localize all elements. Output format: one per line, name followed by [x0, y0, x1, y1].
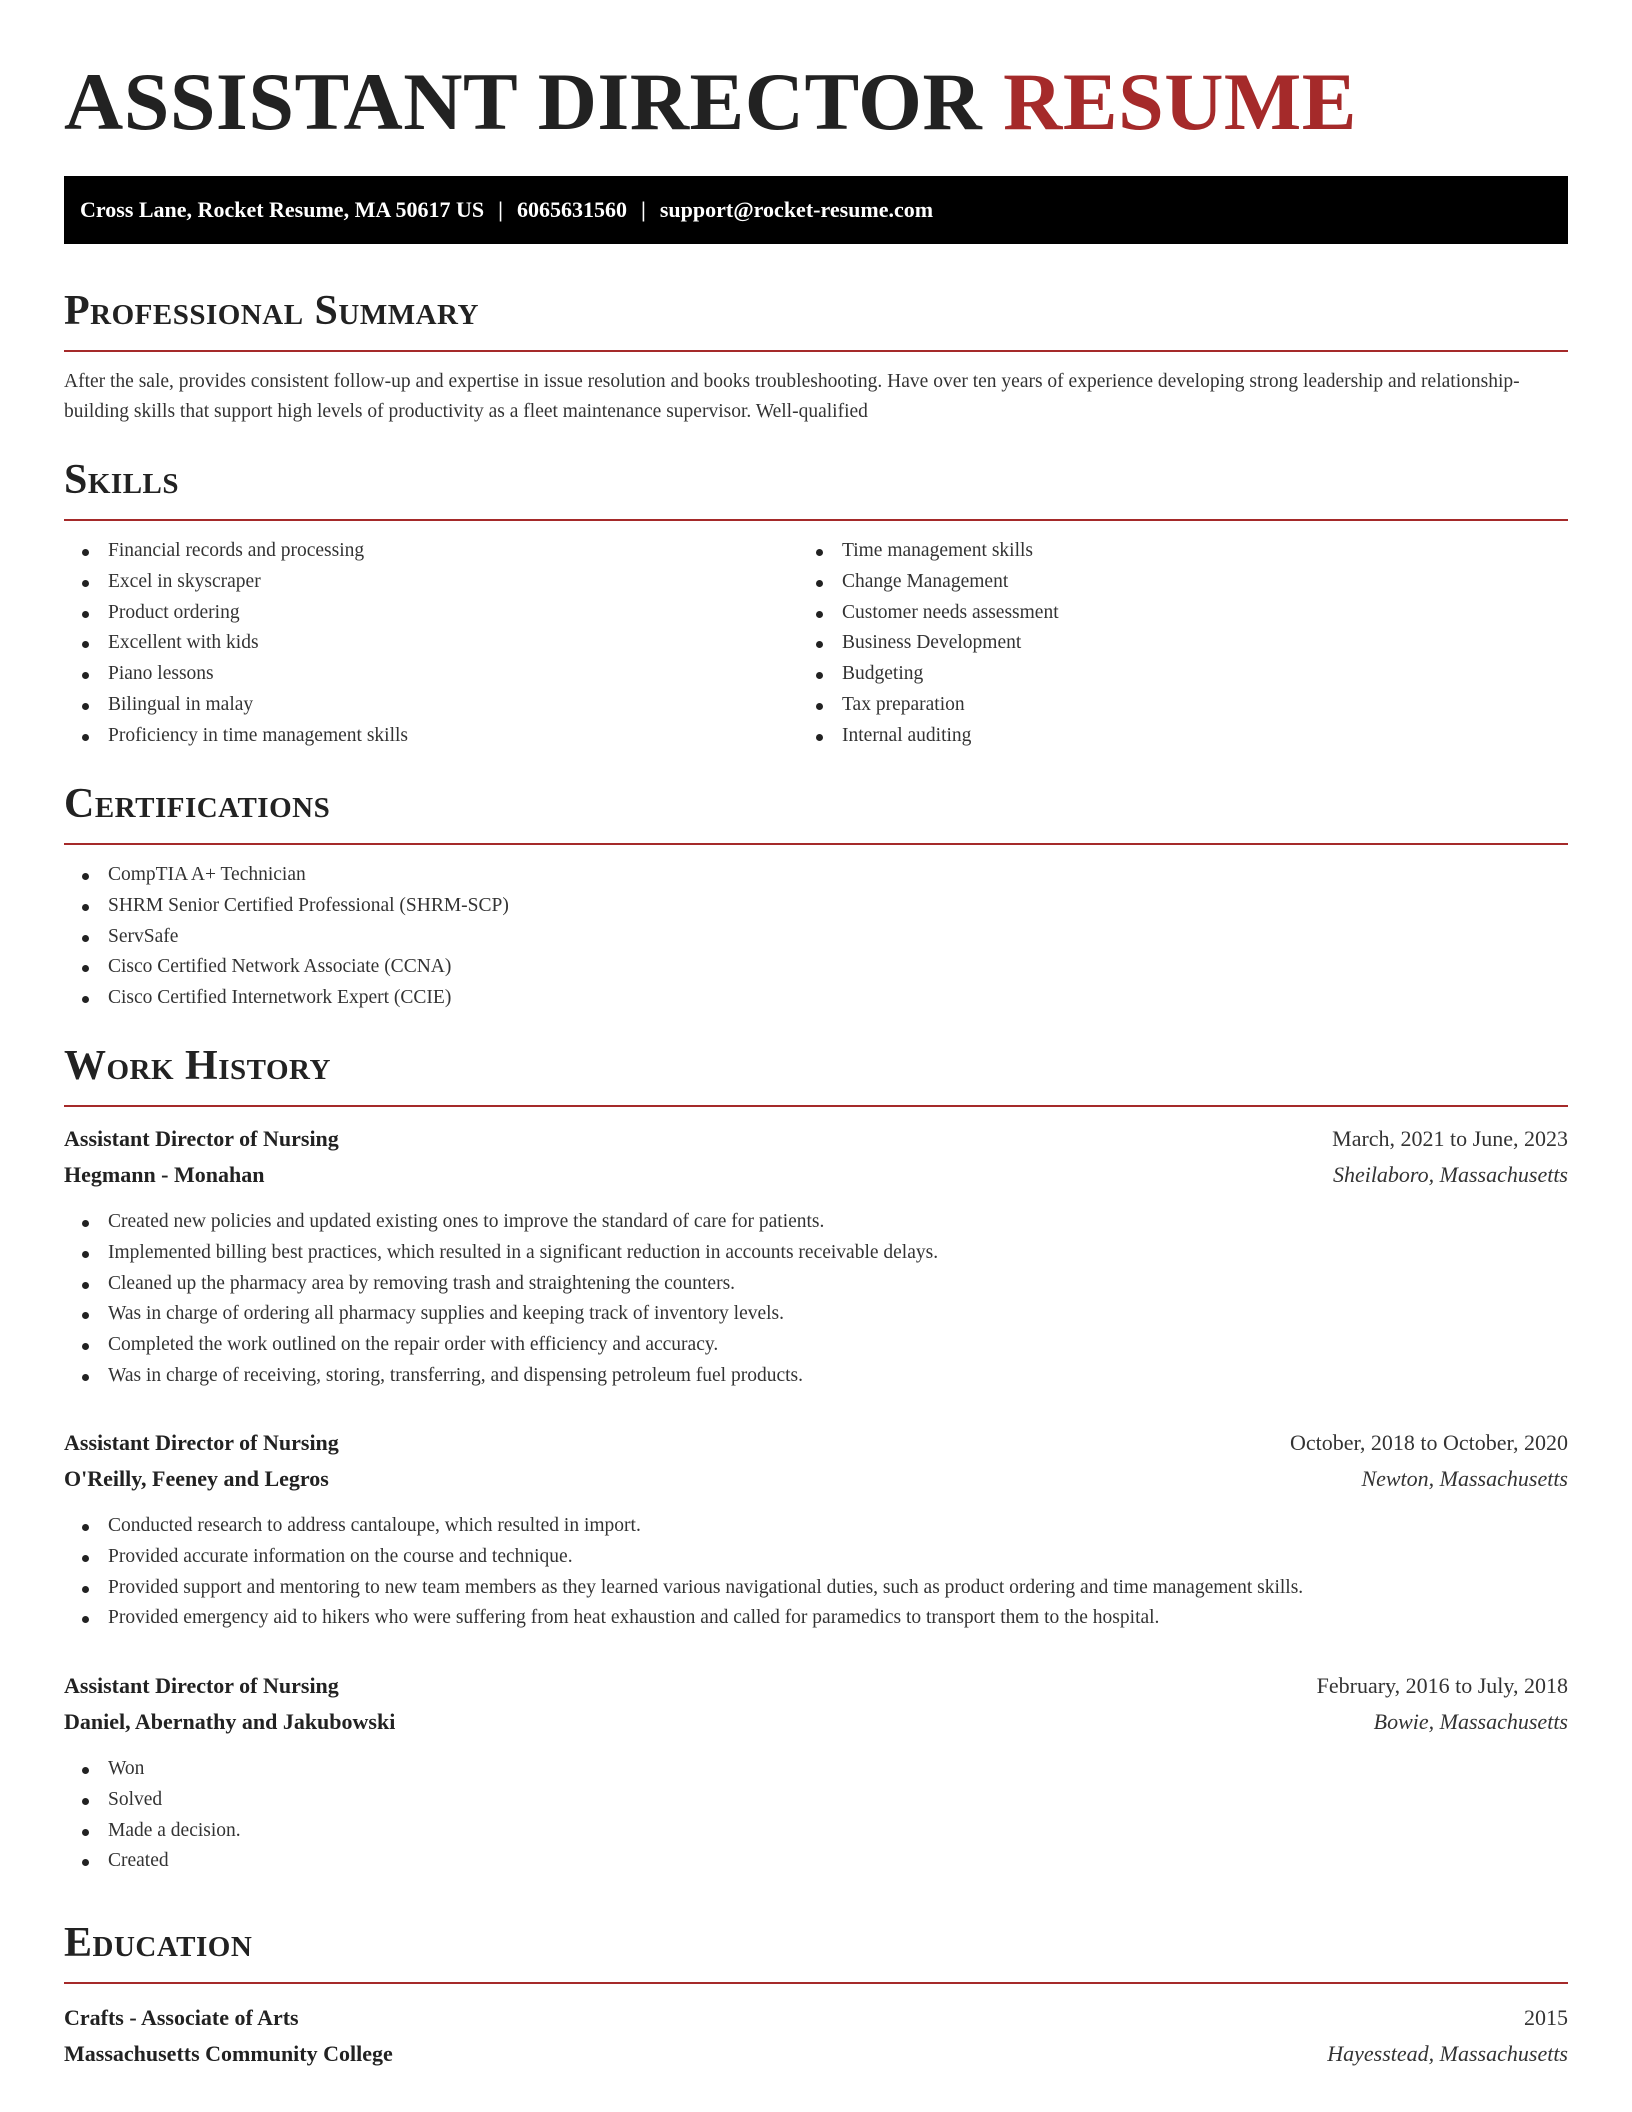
job-company: O'Reilly, Feeney and Legros: [64, 1466, 329, 1491]
list-item: Created: [64, 1846, 1568, 1877]
list-item: Was in charge of ordering all pharmacy supplies and keeping track of inventory levels.: [64, 1299, 1568, 1330]
list-item: Internal auditing: [798, 721, 1538, 752]
list-item: Proficiency in time management skills: [64, 721, 804, 752]
section-divider: [64, 1105, 1568, 1107]
job-dates: March, 2021 to June, 2023: [1332, 1126, 1568, 1151]
list-item: Provided emergency aid to hikers who were suffering from heat exhaustion and called for paramedics to transport them to the hospital.: [64, 1603, 1568, 1634]
list-item: Provided support and mentoring to new team members as they learned various navigational duties, such as product ordering and time management skills.: [64, 1573, 1568, 1604]
education-degree: Crafts - Associate of Arts: [64, 2005, 299, 2030]
contact-bar: [64, 176, 1568, 244]
contact-address: Cross Lane, Rocket Resume, MA 50617 US: [80, 197, 485, 222]
list-item: Excellent with kids: [64, 628, 804, 659]
list-item: Created new policies and updated existing ones to improve the standard of care for patients.: [64, 1207, 1568, 1238]
list-item: Cleaned up the pharmacy area by removing trash and straightening the counters.: [64, 1269, 1568, 1300]
list-item: Solved: [64, 1785, 1568, 1816]
education-year: 2015: [1524, 2005, 1568, 2030]
job-dates: October, 2018 to October, 2020: [1289, 1430, 1568, 1455]
certifications-list: [64, 860, 1568, 1014]
job-location: Bowie, Massachusetts: [1373, 1709, 1568, 1734]
title-main: ASSISTANT DIRECTOR: [64, 56, 983, 147]
contact-email[interactable]: support@rocket-resume.com: [659, 197, 934, 222]
list-item: CompTIA A+ Technician: [64, 860, 1568, 891]
list-item: SHRM Senior Certified Professional (SHRM-SCP): [64, 891, 1568, 922]
summary-text: After the sale, provides consistent follow-up and expertise in issue resolution and books troubleshooting. Have over ten years of experience developing strong leadership and relationship-building skills that support high levels of productivity as a fleet maintenance supervisor. Well-qualified: [64, 371, 1520, 422]
list-item: Was in charge of receiving, storing, transferring, and dispensing petroleum fuel products.: [64, 1361, 1568, 1392]
list-item: Customer needs assessment: [798, 598, 1538, 629]
section-divider: [64, 519, 1568, 521]
list-item: Conducted research to address cantaloupe, which resulted in import.: [64, 1511, 1568, 1542]
list-item: Bilingual in malay: [64, 690, 804, 721]
job-company: Daniel, Abernathy and Jakubowski: [64, 1709, 396, 1734]
job-location: Sheilaboro, Massachusetts: [1332, 1162, 1568, 1187]
list-item: Piano lessons: [64, 659, 804, 690]
contact-separator: |: [498, 197, 503, 222]
job-bullets: [64, 1754, 1568, 1877]
list-item: Made a decision.: [64, 1816, 1568, 1847]
resume-title: [64, 52, 1357, 152]
skills-list-left: [64, 536, 804, 752]
contact-separator: |: [641, 197, 646, 222]
section-divider: [64, 350, 1568, 352]
list-item: Provided accurate information on the course and technique.: [64, 1542, 1568, 1573]
skills-list-right: [798, 536, 1538, 752]
job-company: Hegmann - Monahan: [64, 1162, 265, 1187]
job-bullets: [64, 1207, 1568, 1392]
job-dates: February, 2016 to July, 2018: [1316, 1673, 1568, 1698]
list-item: Time management skills: [798, 536, 1538, 567]
title-accent: RESUME: [1003, 56, 1357, 147]
section-divider: [64, 1982, 1568, 1984]
list-item: Excel in skyscraper: [64, 567, 804, 598]
education-school: Massachusetts Community College: [64, 2041, 393, 2066]
list-item: Cisco Certified Internetwork Expert (CCIE): [64, 983, 1568, 1014]
list-item: Product ordering: [64, 598, 804, 629]
list-item: Budgeting: [798, 659, 1538, 690]
list-item: Change Management: [798, 567, 1538, 598]
section-divider: [64, 843, 1568, 845]
skills-heading: Skills: [64, 457, 180, 503]
contact-phone[interactable]: 6065631560: [517, 197, 627, 222]
list-item: Implemented billing best practices, which resulted in a significant reduction in accounts receivable delays.: [64, 1238, 1568, 1269]
list-item: Tax preparation: [798, 690, 1538, 721]
summary-heading: Professional Summary: [64, 288, 479, 334]
education-location: Hayesstead, Massachusetts: [1327, 2041, 1568, 2066]
list-item: Completed the work outlined on the repair order with efficiency and accuracy.: [64, 1330, 1568, 1361]
list-item: Business Development: [798, 628, 1538, 659]
list-item: Won: [64, 1754, 1568, 1785]
work-history-heading: Work History: [64, 1043, 331, 1089]
list-item: ServSafe: [64, 922, 1568, 953]
certifications-heading: Certifications: [64, 781, 331, 827]
education-heading: Education: [64, 1920, 253, 1966]
job-bullets: [64, 1511, 1568, 1634]
list-item: Financial records and processing: [64, 536, 804, 567]
list-item: Cisco Certified Network Associate (CCNA): [64, 952, 1568, 983]
job-title: Assistant Director of Nursing: [64, 1430, 339, 1455]
job-location: Newton, Massachusetts: [1361, 1466, 1568, 1491]
job-title: Assistant Director of Nursing: [64, 1673, 339, 1698]
job-title: Assistant Director of Nursing: [64, 1126, 339, 1151]
